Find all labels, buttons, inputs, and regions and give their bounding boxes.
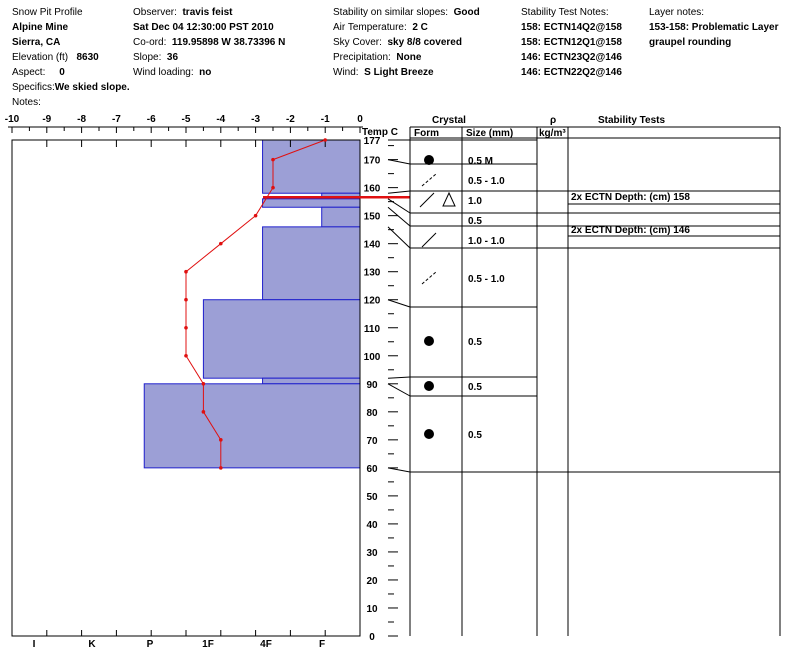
hardness-tick-label: 1F [202,639,214,650]
rounded-grain-icon [424,155,434,165]
layer-form-facet-slash [422,272,436,284]
height-tick-label: 150 [363,211,381,223]
temperature-point [219,242,223,246]
temp-tick-label: -5 [181,114,191,125]
height-tick-label: 130 [363,267,381,279]
aspect-value: 0 [59,67,65,78]
temp-tick-label: -7 [111,114,121,125]
hardness-tick-label: F [318,639,326,650]
elevation-label: Elevation (ft) [12,52,69,63]
precipitation-value: None [396,52,422,63]
boundary-connector [388,377,410,378]
wind-label: Wind: [333,67,359,78]
temperature-point [323,138,327,142]
hardness-bar [263,140,360,193]
grain-size: 0.5 [468,216,482,227]
grain-size: 0.5 - 1.0 [468,274,505,285]
depth-hoar-icon [443,193,455,206]
stability-note: 158: ECTN12Q1@158 [521,37,622,48]
location-name: Alpine Mine [12,22,69,33]
density-unit: kg/m³ [539,128,566,139]
grain-size: 0.5 - 1.0 [468,176,505,187]
height-tick-label: 100 [363,351,381,363]
grain-size: 0.5 [468,337,482,348]
temperature-point [254,214,258,218]
temperature-point [202,410,206,414]
layer-form-round [424,155,434,165]
height-tick-label: 60 [366,463,378,475]
faceted-grain-icon [420,193,434,207]
temperature-point [219,438,223,442]
observer-label: Observer: [133,7,177,18]
hardness-axis [33,639,325,650]
stability-test-entry: 2x ECTN Depth: (cm) 158 [571,192,690,203]
layer-form-round [424,429,434,439]
hardness-bars [144,140,360,468]
specifics-label: Specifics: [12,82,55,93]
height-tick-label: 170 [363,155,381,167]
temperature-point [219,466,223,470]
stability-tests-header: Stability Tests [598,115,666,126]
temp-tick-label: -3 [251,114,261,125]
coord-label: Co-ord: [133,37,167,48]
stability-notes-title: Stability Test Notes: [521,7,609,18]
temp-tick-label: -4 [216,114,226,125]
boundary-connector [388,207,410,226]
precipitation-label: Precipitation: [333,52,391,63]
height-tick-label: 10 [366,603,378,615]
boundary-connector [388,227,410,248]
height-tick-label: 177 [363,136,381,147]
temperature-point [202,382,206,386]
grain-size: 1.0 - 1.0 [468,236,505,247]
stability-similar-label: Stability on similar slopes: [333,7,449,18]
height-tick-label: 120 [363,295,381,307]
layer-form-round [424,336,434,346]
boundary-connector [388,191,410,193]
height-tick-label: 0 [369,632,375,643]
wind-loading-value: no [199,67,212,78]
boundary-connector [388,468,410,472]
layer-form-round [424,381,434,391]
temp-tick-label: -6 [146,114,156,125]
temperature-point [271,186,275,190]
grain-size: 0.5 [468,382,482,393]
layer-note: 153-158: Problematic Layer [649,22,779,33]
temperature-point [184,354,188,358]
layer-note: graupel rounding [649,37,732,48]
hardness-bar [322,207,360,227]
boundary-connector [388,199,410,213]
boundary-connector [388,300,410,307]
height-tick-label: 40 [366,519,378,531]
hardness-tick-label: 4F [260,639,272,650]
hardness-bar [263,378,360,384]
height-tick-label: 50 [366,491,378,503]
aspect-label: Aspect: [12,67,46,78]
hardness-tick-label: P [146,639,154,650]
density-header: ρ [550,115,557,126]
region-name: Sierra, CA [12,37,61,48]
stability-test-entry: 2x ECTN Depth: (cm) 146 [571,225,690,236]
temp-tick-label: -10 [4,114,20,125]
air-temp-label: Air Temperature: [333,22,407,33]
temperature-point [184,326,188,330]
height-tick-label: 160 [363,183,381,195]
faceted-grain-icon [422,233,436,247]
layer-table [362,115,780,643]
height-tick-label: 20 [366,575,378,587]
layer-form-facet-slash [422,174,436,186]
size-header: Size (mm) [466,128,514,139]
temp-tick-label: 0 [357,114,363,125]
notes-label: Notes: [12,97,41,108]
crystal-header: Crystal [432,115,466,126]
slope-value: 36 [166,52,179,63]
wind-value: S Light Breeze [364,67,434,78]
specifics-value: We skied slope. [54,82,130,93]
layer-notes-title: Layer notes: [649,7,705,18]
temperature-point [184,270,188,274]
height-tick-label: 80 [366,407,378,419]
hardness-tick-label: I [32,639,36,650]
stability-note: 146: ECTN22Q2@146 [521,67,622,78]
stability-note: 158: ECTN14Q2@158 [521,22,622,33]
temp-tick-label: -8 [77,114,87,125]
temperature-point [271,158,275,162]
hardness-bar [263,227,360,300]
sky-cover-label: Sky Cover: [333,37,382,48]
observer-value: travis feist [182,7,233,18]
temp-tick-label: -2 [285,114,295,125]
grain-size: 0.5 [468,430,482,441]
stability-similar-value: Good [453,7,480,18]
faceted-grain-icon [422,272,436,284]
rounded-grain-icon [424,429,434,439]
stability-note: 146: ECTN23Q2@146 [521,52,622,63]
layer-form-slash [422,233,436,247]
grain-size: 1.0 [468,196,482,207]
boundary-connector [388,384,410,396]
temp-tick-label: -1 [320,114,330,125]
temperature-point [184,298,188,302]
form-header: Form [414,128,439,139]
air-temp-value: 2 C [412,22,428,33]
grain-size: 0.5 M [468,156,494,167]
hardness-bar [203,300,360,378]
wind-loading-label: Wind loading: [133,67,194,78]
height-tick-label: 30 [366,547,378,559]
rounded-grain-icon [424,381,434,391]
height-tick-label: 70 [366,435,378,447]
hardness-bar [263,199,360,207]
observation-datetime: Sat Dec 04 12:30:00 PST 2010 [133,22,274,33]
coord-value: 119.95898 W 38.73396 N [171,37,286,48]
layer-form-slash-triangle [420,193,455,207]
profile-title: Snow Pit Profile [12,7,83,18]
temp-tick-label: -9 [42,114,52,125]
slope-label: Slope: [133,52,162,63]
boundary-connector [388,160,410,164]
height-tick-label: 110 [363,323,381,335]
hardness-bar [144,384,360,468]
sky-cover-value: sky 8/8 covered [387,37,462,48]
height-tick-label: 140 [363,239,381,251]
height-tick-label: 90 [366,379,378,391]
height-axis-label: Temp C [362,127,398,138]
faceted-grain-icon [422,174,436,186]
rounded-grain-icon [424,336,434,346]
elevation-value: 8630 [76,52,99,63]
hardness-tick-label: K [88,639,96,650]
